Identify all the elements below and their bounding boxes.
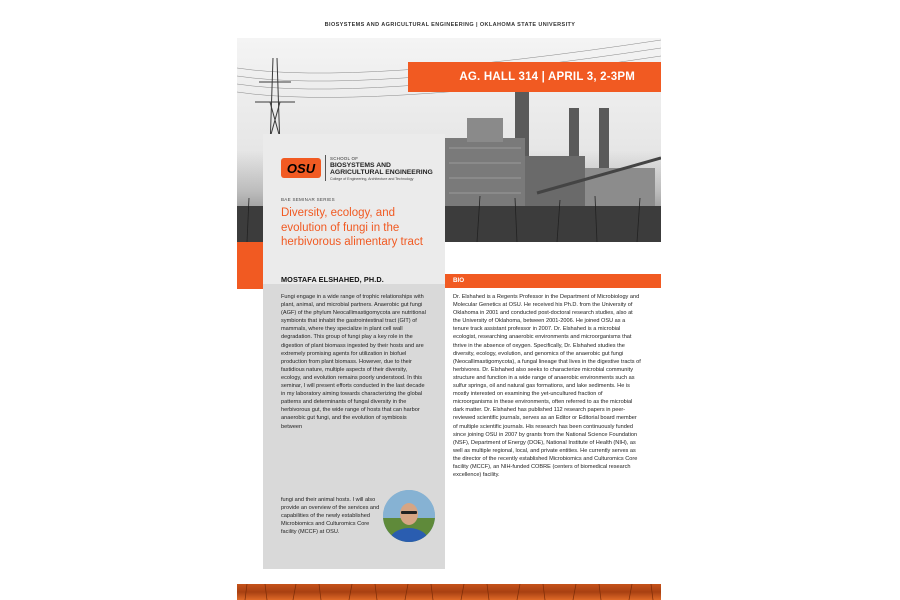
grass-strip-texture: [237, 584, 661, 600]
department-header: BIOSYSTEMS AND AGRICULTURAL ENGINEERING | OKLAHOMA STATE UNIVERSITY: [324, 22, 576, 28]
logo-school-name: BIOSYSTEMS AND AGRICULTURAL ENGINEERING: [330, 162, 433, 176]
logo-school-label: SCHOOL OF: [330, 156, 359, 161]
school-logo: [281, 152, 441, 186]
event-date-banner: [408, 62, 661, 92]
bio-text: Dr. Elshahed is a Regents Professor in the Department of Microbiology and Molecular Genetics at OSU. He received his Ph.D. from the University of Oklahoma in 2001 and conducted post-doctoral research studies, also at the University of Oklahoma, between 2001-2006. He joined OSU as a tenure track assistant professor in 2007. Dr. Elshahed is a microbial ecologist, researching anaerobic environments and microorganisms that thrive in the absence of oxygen. Specifically, Dr. Elshahed studies the diversity, ecology, evolution, and genomics of the anaerobic gut fungi (Neocallimastigomycota), a fungal lineage that lives in the digestive tracts of herbivores. Dr. Elshahed also seeks to characterize microbial community structure and function in a wide range of anaerobic environments such as sulfur springs, oil and natural gas formations, and lake sediments. He is mostly interested on examining the yet-uncultured fraction of microorganisms in these environments, often referred to as the microbial dark matter. Dr. Elshahed has published 112 research papers in peer-reviewed scientific journals, serves as an Editor or Editorial board member of multiple scientific journals. His research has been continuously funded since joining OSU in 2007 by grants from the National Science Foundation (NSF), Department of Energy (DOE), National Institute of Health (NIH), as well as multiple regional, local, and private entities. He currently serves as the director of the recently established Microbiomics and Culturomics Core facility (MCCF), an NIH-funded COBRE (centers of biomedical research excellence) facility.: [453, 294, 641, 479]
osu-logo-icon: [281, 156, 321, 180]
svg-text:OSU: OSU: [286, 161, 316, 176]
logo-college: College of Engineering, Architecture and Technology: [330, 177, 414, 181]
event-date-text: AG. HALL 314 | APRIL 3, 2-3PM: [459, 71, 635, 83]
seminar-series-label: BAE SEMINAR SERIES: [281, 197, 335, 202]
abstract-text: Fungi engage in a wide range of trophic relationships with plant, animal, and microbial partners. Anaerobic gut fungi (AGF) of the phylum Neocallimastigomycota are nutritional symbionts that inhabit the gastrointestinal tract (GIT) of mammals, where they specialize in plant cell wall degradation. This group of fungi play a key role in the digestion of plant biomass ingested by their hosts and are extremely promising agents for utilization in biofuel production from plant biomass. However, due to their fastidious nature, multiple aspects of their diversity, ecology, and evolution remains poorly understood. In this seminar, I will present efforts conducted in the last decade in my laboratory aiming towards characterizing the global patterns and determinants of fungal diversity in the herbivorous gut, the wide range of hosts that can harbor anaerobic gut fungi, and the evolution of symbiosis between: [281, 294, 426, 430]
bio-heading-text: BIO: [453, 277, 465, 284]
bottom-grass-strip: [237, 584, 661, 600]
speaker-name: MOSTAFA ELSHAHED, PH.D.: [281, 275, 384, 284]
talk-title: Diversity, ecology, and evolution of fungi in the herbivorous alimentary tract: [281, 207, 423, 248]
abstract-text-tail: fungi and their animal hosts. I will also provide an overview of the services and capabilities of the newly established Microbiomics and Culturomics Core facility (MCCF) at OSU.: [281, 497, 380, 536]
bio-heading: [445, 274, 661, 288]
logo-divider: [325, 155, 326, 181]
speaker-photo: [383, 490, 435, 542]
speaker-portrait: [383, 490, 435, 542]
